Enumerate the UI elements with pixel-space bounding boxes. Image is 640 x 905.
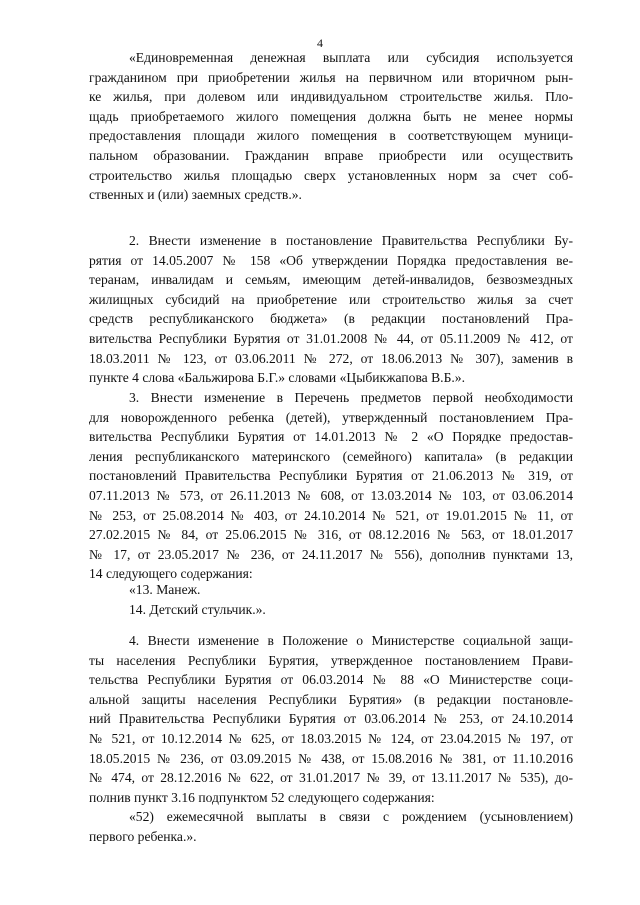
text-line: вительства Республики Бурятия от 14.01.2013 № 2 «О Порядке предостав-	[89, 429, 573, 445]
text-line: ний Правительства Республики Бурятия от 03.06.2014 № 253, от 24.10.2014	[89, 711, 573, 727]
text-line: ственных и (или) заемных средств.».	[89, 187, 302, 203]
list-item: 14. Детский стульчик.».	[129, 601, 266, 617]
text-line: 18.05.2015 № 236, от 03.09.2015 № 438, от 15.08.2016 № 381, от 11.10.2016	[89, 750, 573, 766]
text-line: 3. Внести изменение в Перечень предметов первой необходимости	[129, 390, 573, 405]
paragraph-4-list	[89, 580, 573, 619]
text-line: «52) ежемесячной выплаты в связи с рождением (усыновлением)	[129, 809, 573, 824]
paragraph-6	[89, 807, 573, 846]
text-line: первого ребенка.».	[89, 828, 197, 844]
text-line: теранам, инвалидам и семьям, имеющим детей-инвалидов, безвозмездных	[89, 272, 573, 288]
text-line: тельства Республики Бурятия от 06.03.2014 № 88 «О Министерстве соци-	[89, 672, 573, 688]
text-line: 07.11.2013 № 573, от 26.11.2013 № 608, от 13.03.2014 № 103, от 03.06.2014	[89, 487, 573, 503]
text-line: гражданином при приобретении жилья на первичном или вторичном рын-	[89, 69, 573, 85]
text-line: альной защиты населения Республики Бурятия» (в редакции постановле-	[89, 691, 573, 707]
text-line: вительства Республики Бурятия от 31.01.2008 № 44, от 05.11.2009 № 412, от	[89, 330, 573, 346]
text-line: № 253, от 25.08.2014 № 403, от 24.10.2014 № 521, от 19.01.2015 № 11, от	[89, 507, 573, 523]
text-line: пальном образовании. Гражданин вправе приобрести или осуществить	[89, 147, 573, 163]
text-line: рятия от 14.05.2007 № 158 «Об утверждении Порядка предоставления ве-	[89, 252, 573, 268]
text-line: 27.02.2015 № 84, от 25.06.2015 № 316, от 08.12.2016 № 563, от 18.01.2017	[89, 527, 573, 543]
text-line: пункте 4 слова «Бальжирова Б.Г.» словами «Цыбикжапова В.Б.».	[89, 370, 465, 386]
text-line: 18.03.2011 № 123, от 03.06.2011 № 272, от 18.06.2013 № 307), заменив в	[89, 350, 573, 366]
text-line: «Единовременная денежная выплата или субсидия используется	[129, 50, 573, 65]
text-line: ты населения Республики Бурятия, утвержденное постановлением Прави-	[89, 652, 573, 668]
text-line: предоставления площади жилого помещения в соответствующем муници-	[89, 128, 573, 144]
text-line: полнив пункт 3.16 подпунктом 52 следующего содержания:	[89, 789, 435, 805]
list-item: «13. Манеж.	[129, 582, 201, 597]
text-line: № 521, от 10.12.2014 № 625, от 18.03.2015 № 124, от 23.04.2015 № 197, от	[89, 730, 573, 746]
paragraph-2	[89, 231, 573, 388]
text-line: № 17, от 23.05.2017 № 236, от 24.11.2017 № 556), дополнив пунктами 13,	[89, 546, 573, 562]
text-line: 2. Внести изменение в постановление Правительства Республики Бу-	[129, 233, 573, 248]
text-line: ке жилья, при долевом или индивидуальном строительстве жилья. Пло-	[89, 89, 573, 105]
paragraph-1	[89, 48, 573, 205]
text-line: для новорожденного ребенка (детей), утвержденный постановлением Пра-	[89, 409, 573, 425]
paragraph-3	[89, 388, 573, 584]
text-line: ления республиканского материнского (семейного) капитала» (в редакции	[89, 448, 573, 464]
page-number: 4	[317, 36, 323, 50]
text-line: 4. Внести изменение в Положение о Министерстве социальной защи-	[129, 633, 573, 648]
text-line: постановлений Правительства Республики Бурятия от 21.06.2013 № 319, от	[89, 468, 573, 484]
text-line: 14 следующего содержания:	[89, 566, 253, 582]
text-line: средств республиканского бюджета» (в редакции постановлений Пра-	[89, 311, 573, 327]
text-line: жилищных субсидий на приобретение или строительство жилья за счет	[89, 291, 573, 307]
text-line: щадь приобретаемого жилого помещения должна быть не менее нормы	[89, 108, 573, 124]
paragraph-5	[89, 631, 573, 807]
text-line: строительство жилья площадью сверх установленных норм за счет соб-	[89, 167, 573, 183]
text-line: № 474, от 28.12.2016 № 622, от 31.01.2017 № 39, от 13.11.2017 № 535), до-	[89, 770, 573, 786]
